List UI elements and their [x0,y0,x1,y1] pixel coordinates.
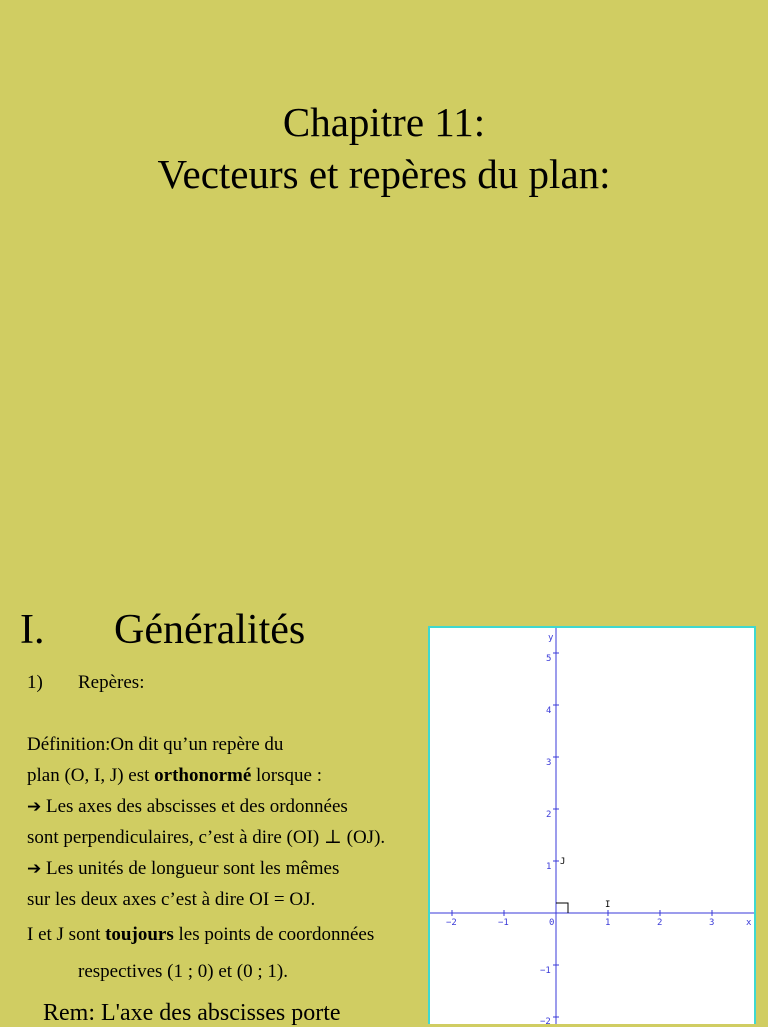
y-tick-label: 2 [546,810,552,820]
y-tick-label: −2 [540,1017,551,1024]
definition-line-8: respectives (1 ; 0) et (0 ; 1). [78,961,288,982]
y-axis-label: y [548,633,554,643]
subsection-heading [27,672,144,694]
section-title: Généralités [114,607,306,653]
page-title [0,96,768,200]
title-line-1: Chapitre 11: [282,99,486,145]
definition-line-7 [27,923,374,947]
right-angle-marker [556,903,568,913]
point-i-label: I [605,900,611,910]
definition-line-1: Définition:On dit qu’un repère du [27,734,284,755]
definition-keyword: toujours [105,924,174,945]
coordinate-plane-svg [430,628,754,1024]
definition-text: lorsque : [251,765,322,786]
definition-line-5 [27,857,339,881]
definition-text: Les axes des abscisses et des ordonnées [41,796,348,817]
y-tick-label: 3 [546,758,552,768]
section-number: I. [20,607,45,653]
x-tick-label: −2 [446,918,457,928]
definition-line-3 [27,795,348,819]
y-tick-label: −1 [540,966,551,976]
subsection-title: Repères: [78,672,145,693]
definition-text: plan (O, I, J) est [27,765,155,786]
x-tick-label: 2 [657,918,663,928]
x-axis-label: x [746,918,752,928]
definition-text: les points de coordonnées [173,924,375,945]
definition-line-6: sur les deux axes c’est à dire OI = OJ. [27,889,316,910]
definition-text: I et J sont [27,924,106,945]
title-line-2: Vecteurs et repères du plan: [157,151,611,197]
definition-line-4: sont perpendiculaires, c’est à dire (OI) ⊥ (OJ). [27,827,386,848]
x-tick-label: 1 [605,918,611,928]
remark-text: Rem: L'axe des abscisses porte [43,1000,341,1026]
point-j-label: J [560,857,566,867]
y-tick-label: 4 [546,706,552,716]
y-tick-label: 1 [546,862,552,872]
definition-text: Les unités de longueur sont les mêmes [41,858,340,879]
definition-keyword: orthonormé [154,765,252,786]
x-tick-label: 3 [709,918,715,928]
y-tick-label: 5 [546,654,552,664]
definition-line-2 [27,764,322,788]
arrow-right-icon: ➔ [27,859,42,879]
subsection-number: 1) [27,672,43,693]
arrow-right-icon: ➔ [27,797,42,817]
section-heading [20,604,305,656]
x-tick-label: 0 [549,918,555,928]
x-tick-label: −1 [498,918,509,928]
coordinate-graph [428,626,756,1024]
